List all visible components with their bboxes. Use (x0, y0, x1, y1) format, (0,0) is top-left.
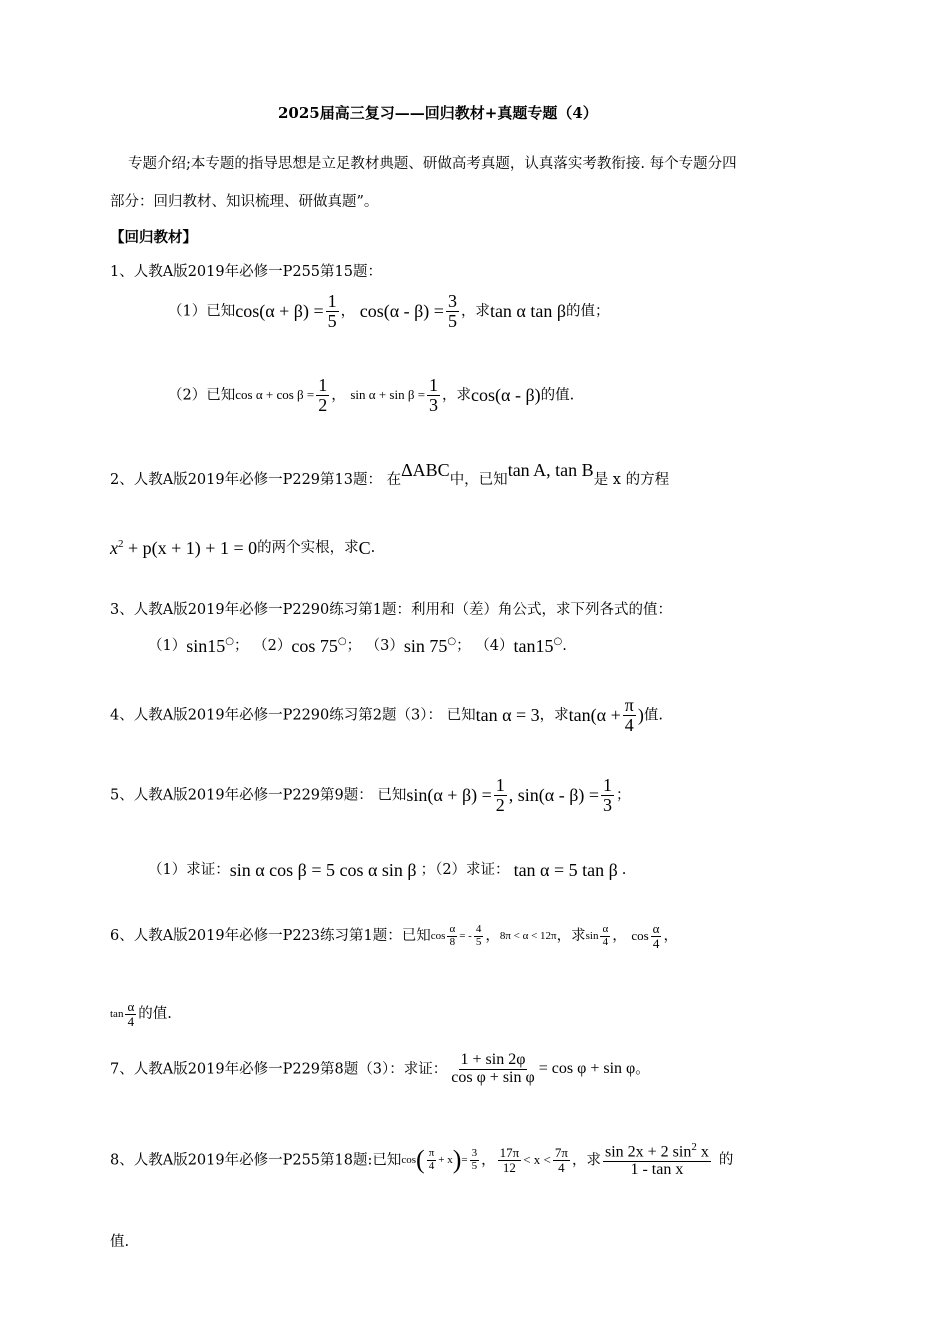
q8-pi-den: 4 (428, 1159, 435, 1172)
q8-pi-frac (427, 1148, 437, 1172)
q1-p2-b-num: 1 (429, 375, 439, 395)
q2-mid: 中，已知 (449, 472, 508, 488)
q5-p1-label: （1）求证： (148, 862, 230, 878)
q1-p2-b: sin α + sin β = (350, 387, 426, 403)
q3-item-3-sep: ； (456, 638, 471, 654)
q3-item-4-sep: . (562, 638, 567, 654)
q6-sin-den: 4 (602, 935, 609, 948)
q4-target-frac (623, 696, 636, 735)
q3-item-2-deg: ○ (337, 636, 347, 648)
q6-line1 (110, 922, 678, 950)
q6-cos-pre: cos (430, 930, 446, 943)
q6-sin-pre: sin (585, 930, 599, 943)
q1-p1-b-frac (446, 292, 459, 331)
q5-g2-num: 1 (603, 775, 612, 795)
q7-den: cos φ + sin φ (451, 1068, 535, 1086)
q6-range: 8π < α < 12π (499, 930, 557, 943)
q6-val-frac (474, 924, 484, 948)
q3-item-2-expr: cos 75 (291, 635, 338, 656)
q1-p1-sep: ， (340, 303, 356, 320)
q8-line (110, 1142, 733, 1179)
q1-part1 (168, 292, 610, 331)
q2-line2 (110, 536, 375, 559)
q6-cos-eq: = - (459, 930, 472, 943)
q6-sep1: ， (485, 928, 500, 945)
q7-end: 。 (635, 1061, 650, 1078)
intro-line-2: 部分：回归教材、知识梳理、研做真题”。 (110, 194, 379, 210)
q3-item-3-expr: sin 75 (403, 635, 448, 656)
q6-header: 6、人教A版2019年必修一P223练习第1题：已知 (110, 928, 431, 945)
q8-sep: ， (481, 1152, 496, 1169)
q6-val-num: 4 (475, 923, 482, 936)
q6-cos2-frac (651, 922, 662, 950)
q8-cos-pre: cos (401, 1154, 417, 1167)
q1-p2-a: cos α + cos β = (235, 387, 315, 403)
q8-low-den: 12 (502, 1159, 516, 1175)
q2-eq-base: x (110, 537, 118, 558)
q6-sin-num: α (602, 923, 609, 936)
q8-high-frac (553, 1146, 570, 1174)
q2-tans: tan A, tan B (507, 460, 594, 480)
q1-p2-target: cos(α - β) (471, 384, 541, 405)
q1-p1-b-den: 5 (447, 310, 457, 331)
q6-cos-num: α (449, 923, 456, 936)
q3-item-1-label: （1） (148, 638, 187, 654)
q8-high-den: 4 (558, 1159, 565, 1175)
q6-sep2: ， (612, 928, 627, 945)
q3-item-2-label: （2） (253, 638, 292, 654)
q8-pi-num: π (428, 1147, 435, 1160)
q2-eq-end: . (370, 540, 376, 556)
q3-item-4-label: （4） (475, 638, 514, 654)
q3-item-3-deg: ○ (447, 636, 457, 648)
q6-tan-num: α (127, 999, 135, 1014)
q5-g2: , sin(α - β) = (508, 784, 599, 805)
q4-line (110, 696, 663, 735)
q6-end: 的值. (138, 1006, 172, 1023)
q6-ask: ，求 (556, 928, 586, 945)
q6-cos-frac (447, 924, 457, 948)
q1-p1-ask: ，求 (460, 303, 490, 320)
q1-p2-a-frac (316, 376, 329, 415)
q6-val-den: 5 (475, 935, 482, 948)
q8-low-num: 17π (499, 1145, 520, 1161)
q8-rparen: ) (452, 1145, 462, 1175)
q1-p1-target: tan α tan β (489, 300, 567, 321)
q8-low-frac (498, 1146, 522, 1174)
q1-p1-label: （1）已知 (168, 303, 236, 320)
section-heading: 【回归教材】 (110, 229, 197, 246)
q2-header: 2、人教A版2019年必修一P229第13题： 在 (110, 472, 402, 488)
q3-item-1-expr: sin15 (186, 635, 226, 656)
q4-header: 4、人教A版2019年必修一P2290练习第2题（3）： 已知 (110, 707, 476, 724)
q5-p1-expr: sin α cos β = 5 cos α sin β (229, 859, 417, 880)
q6-cos2-den: 4 (652, 935, 660, 951)
q3-items (148, 634, 567, 657)
q3-item-1-deg: ○ (225, 636, 234, 648)
q6-tan-pre: tan (110, 1008, 124, 1021)
page-title: 2025届高三复习——回归教材+真题专题（4） (278, 104, 598, 122)
q8-tail: 的 (718, 1152, 734, 1169)
q5-line2 (148, 858, 626, 881)
q8-high-num: 7π (554, 1145, 568, 1161)
q1-p2-a-num: 1 (318, 375, 328, 395)
q2-eq-exp: 2 (118, 537, 124, 550)
q2-line1 (110, 460, 669, 489)
q5-g2-den: 3 (603, 794, 612, 815)
q5-g1: sin(α + β) = (406, 784, 492, 805)
q8-ask: ，求 (571, 1152, 601, 1169)
q7-num: 1 + sin 2φ (460, 1051, 526, 1068)
q8-eq: = (461, 1154, 468, 1167)
q3-item-4-deg: ○ (553, 636, 563, 648)
q8-expr-den: 1 - tan x (630, 1161, 684, 1179)
q1-p2-sep: ， (331, 387, 346, 404)
q6-line2 (110, 1000, 172, 1028)
q6-cos2-pre: cos (631, 928, 649, 944)
q4-target-num: π (624, 695, 634, 715)
q8-val-frac (470, 1148, 480, 1172)
q4-target-pre: tan(α + (568, 704, 621, 725)
q2-tail: 是 x 的方程 (593, 472, 670, 488)
q5-g1-frac (494, 776, 507, 815)
q2-eq-rest: + p(x + 1) + 1 = 0 (123, 537, 258, 558)
q8-expr-num-exp: 2 (691, 1141, 697, 1153)
q6-sep3: ， (663, 928, 678, 945)
q1-p2-label: （2）已知 (168, 387, 236, 404)
q1-p2-b-den: 3 (429, 394, 439, 415)
q6-cos-den: 8 (449, 935, 456, 948)
q6-tan-frac (125, 1000, 136, 1028)
q7-header: 7、人教A版2019年必修一P229第8题（3）：求证： (110, 1061, 448, 1078)
q3-item-1-sep: ； (233, 638, 249, 654)
q4-target-den: 4 (624, 714, 634, 735)
q4-given: tan α = 3 (475, 704, 540, 725)
q7-line (110, 1052, 650, 1087)
q2-eq (110, 538, 257, 559)
q6-cos2-num: α (652, 921, 660, 936)
q1-p1-end: 的值； (566, 303, 610, 320)
q2-triangle: ΔABC (401, 460, 450, 480)
q5-g1-num: 1 (495, 775, 505, 795)
q5-p2-expr: tan α = 5 tan β (513, 859, 618, 880)
q8-expr-frac (603, 1142, 711, 1179)
q8-mid: < x < (523, 1152, 551, 1168)
q1-p1-a-frac (326, 292, 339, 331)
q8-expr-num-tail: x (696, 1143, 709, 1161)
q4-ask: ，求 (539, 707, 569, 724)
q4-target-post: ) (637, 704, 644, 725)
q5-p-sep: ；（2）求证： (420, 862, 510, 878)
q7-rhs: = cos φ + sin φ (538, 1060, 636, 1078)
q1-p1-a-num: 1 (327, 291, 337, 311)
q8-val-den: 5 (471, 1159, 478, 1172)
q1-part2 (168, 376, 574, 415)
q3-item-4-expr: tan15 (513, 635, 554, 656)
intro-line-1: 专题介绍;本专题的指导思想是立足教材典题、研做高考真题，认真落实考教衔接. 每个专题分四 (128, 156, 737, 172)
q8-val-num: 3 (471, 1147, 478, 1160)
q8-expr-num-wrap (603, 1142, 711, 1162)
q6-tan-den: 4 (127, 1013, 135, 1029)
q3-item-3-label: （3） (365, 638, 404, 654)
q1-p2-b-frac (427, 376, 440, 415)
q8-header: 8、人教A版2019年必修一P255第18题:已知 (110, 1152, 402, 1169)
q8-expr-num: sin 2x + 2 sin (604, 1143, 692, 1161)
q1-p2-ask: ，求 (442, 387, 472, 404)
q8-plus-x: + x (438, 1154, 453, 1167)
q2-eq-target: C (358, 537, 371, 558)
q1-p1-a-den: 5 (327, 310, 337, 331)
q8-lparen: ( (416, 1145, 425, 1175)
q5-g1-den: 2 (495, 794, 505, 815)
q2-eq-tail: 的两个实根，求 (257, 540, 359, 556)
q6-sin-frac (600, 924, 610, 948)
q1-p1-b-num: 3 (447, 291, 457, 311)
q1-p1-b: cos(α - β) = (359, 300, 444, 321)
q5-p-end: . (621, 862, 627, 878)
q5-header: 5、人教A版2019年必修一P229第9题： 已知 (110, 787, 407, 804)
q1-header: 1、人教A版2019年必修一P255第15题： (110, 264, 382, 280)
q5-line1 (110, 776, 631, 815)
q8-end: 值. (110, 1234, 130, 1250)
q5-g-end: ； (616, 787, 631, 804)
q1-p2-end: 的值. (540, 387, 575, 404)
q1-p1-a: cos(α + β) = (235, 300, 324, 321)
q7-frac (449, 1052, 537, 1087)
q1-p2-a-den: 2 (318, 394, 328, 415)
q3-item-2-sep: ； (346, 638, 362, 654)
q4-end: 值. (643, 707, 663, 724)
q3-header: 3、人教A版2019年必修一P2290练习第1题：利用和（差）角公式，求下列各式的值： (110, 602, 672, 618)
q5-g2-frac (601, 776, 614, 815)
